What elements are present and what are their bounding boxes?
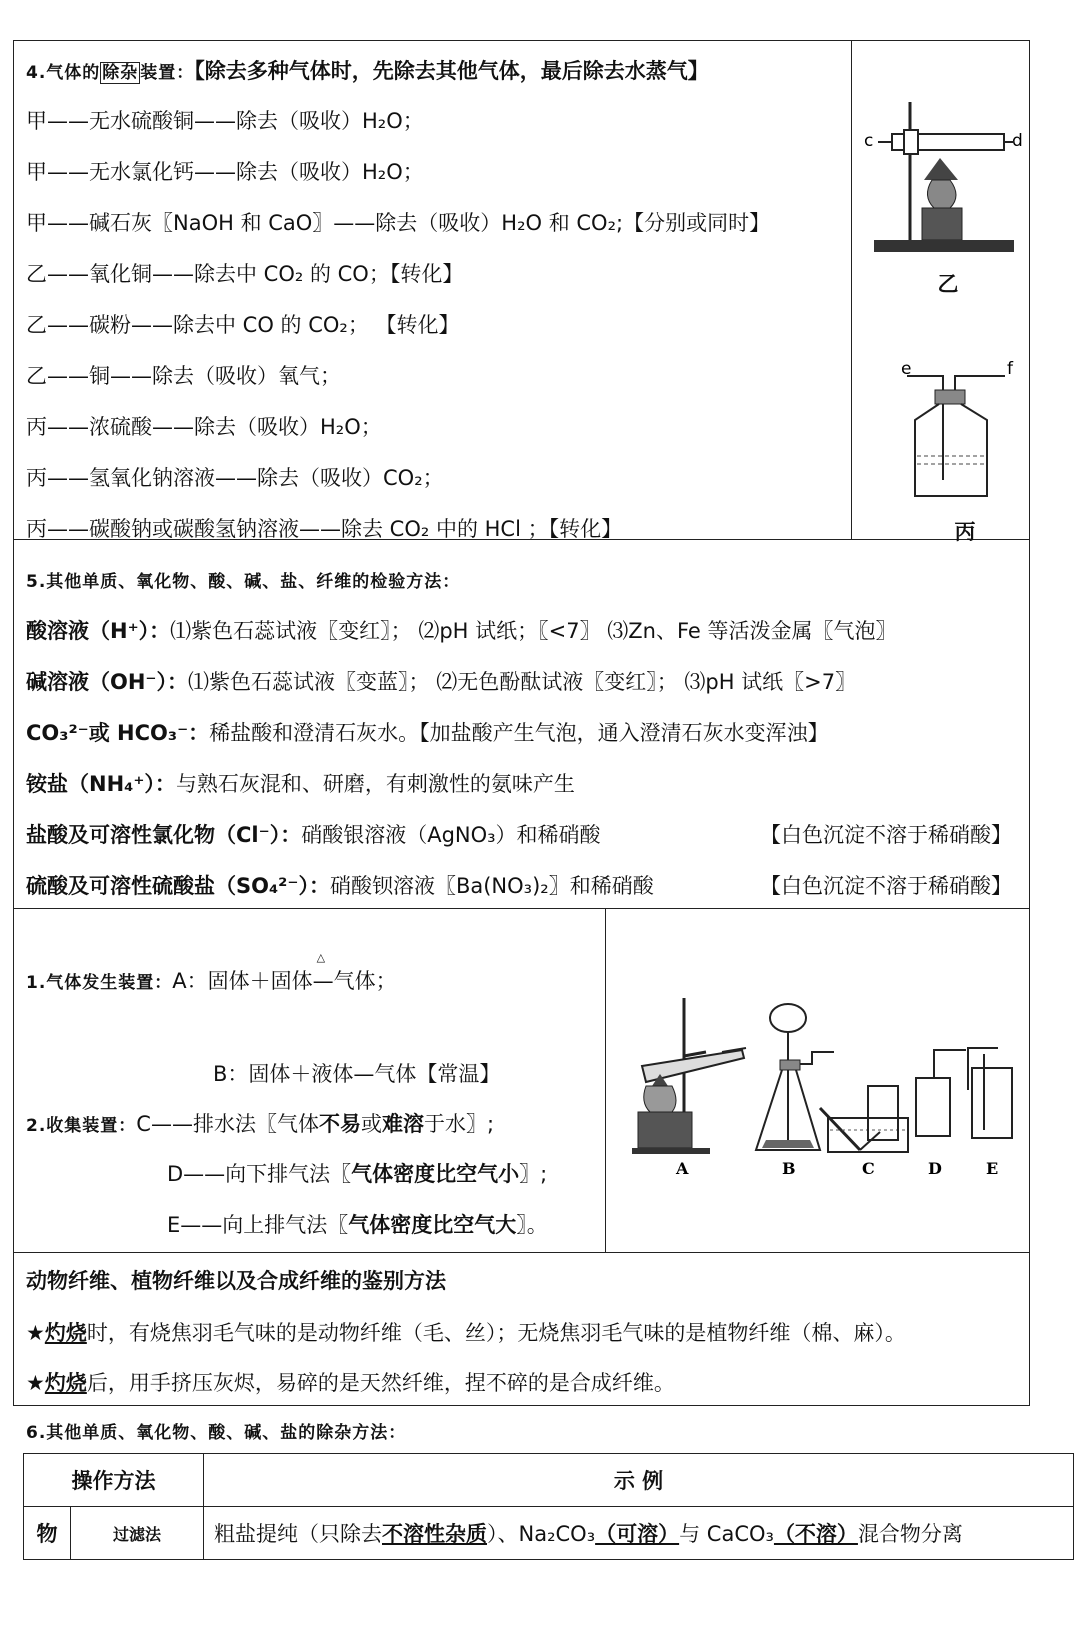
apparatus-b	[756, 1004, 834, 1150]
label-c-fig: C	[862, 1159, 875, 1178]
sec4-line-4: 乙——氧化铜——除去中 CO₂ 的 CO；【转化】	[26, 262, 464, 286]
ammonium-test: 铵盐（NH₄⁺）：与熟石灰混和、研磨，有刺激性的氨味产生	[26, 772, 575, 796]
col-example: 示 例	[204, 1454, 1074, 1507]
sec4-line-8: 丙——氢氧化钠溶液——除去（吸收）CO₂；	[26, 466, 444, 490]
gas-apparatus-figure	[622, 990, 1052, 1180]
section4-divider	[851, 40, 852, 540]
apparatus-d	[916, 1050, 966, 1136]
label-c: c	[864, 131, 874, 151]
sec4-line-7: 丙——浓硫酸——除去（吸收）H₂O；	[26, 415, 382, 439]
sec5-title: 5.其他单质、氧化物、酸、碱、盐、纤维的检验方法：	[26, 572, 461, 592]
sec4-line-1: 甲——无水硫酸铜——除去（吸收）H₂O；	[26, 109, 424, 133]
row-category: 物	[24, 1507, 71, 1560]
apparatus-bing-figure	[895, 360, 1025, 510]
sec4-line-3: 甲——碱石灰〖NaOH 和 CaO〗——除去（吸收）H₂O 和 CO₂;【分别或同时】	[26, 211, 771, 235]
heat-symbol: △	[316, 951, 326, 964]
gas-divider	[605, 908, 606, 1253]
chloride-test: 盐酸及可溶性氯化物（Cl⁻）：硝酸银溶液（AgNO₃）和稀硝酸	[26, 823, 601, 847]
label-d-fig: D	[928, 1159, 942, 1178]
fiber-line-2: ★灼烧后，用手挤压灰烬，易碎的是天然纤维，捏不碎的是合成纤维。	[26, 1371, 675, 1395]
sulfate-test: 硫酸及可溶性硫酸盐（SO₄²⁻）：硝酸钡溶液〖Ba(NO₃)₂〗和稀硝酸	[26, 874, 654, 898]
purification-table	[23, 1453, 1074, 1560]
gas-generation-b: B：固体＋液体—气体【常温】	[213, 1062, 501, 1086]
table-row	[24, 1507, 1074, 1560]
collection-c: 2.收集装置：C——排水法〖气体不易或难溶于水〗;	[26, 1112, 495, 1136]
collection-e: E——向上排气法〖气体密度比空气大〗。	[167, 1213, 548, 1237]
sec4-line-9: 丙——碳酸钠或碳酸氢钠溶液——除去 CO₂ 中的 HCl ；【转化】	[26, 517, 623, 541]
apparatus-yi-figure	[862, 100, 1027, 270]
apparatus-yi-label: 乙	[937, 272, 959, 296]
sulfate-note: 【白色沉淀不溶于稀硝酸】	[760, 874, 1012, 898]
row-method: 过滤法	[71, 1507, 204, 1560]
collection-d: D——向下排气法〖气体密度比空气小〗;	[167, 1162, 548, 1186]
row-example: 粗盐提纯（只除去不溶性杂质）、Na₂CO₃（可溶）与 CaCO₃（不溶）混合物分离	[204, 1507, 1074, 1560]
label-f: f	[1007, 360, 1013, 379]
table-header-row	[24, 1454, 1074, 1507]
apparatus-e	[968, 1048, 1012, 1138]
label-a: A	[676, 1159, 689, 1178]
sec6-title: 6.其他单质、氧化物、酸、碱、盐的除杂方法：	[26, 1423, 407, 1443]
col-method: 操作方法	[24, 1454, 204, 1507]
chloride-note: 【白色沉淀不溶于稀硝酸】	[760, 823, 1012, 847]
label-b: B	[782, 1159, 796, 1178]
gas-generation: 1.气体发生装置：A：固体＋固体 △ —气体；	[26, 968, 397, 996]
label-e: e	[901, 360, 912, 379]
sec4-line-2: 甲——无水氯化钙——除去（吸收）H₂O；	[26, 160, 424, 184]
fiber-line-1: ★灼烧时，有烧焦羽毛气味的是动物纤维（毛、丝）；无烧焦羽毛气味的是植物纤维（棉、麻）。	[26, 1321, 906, 1345]
apparatus-c	[820, 1086, 908, 1152]
label-d: d	[1012, 131, 1023, 151]
acid-test: 酸溶液（H⁺）：⑴紫色石蕊试液〖变红〗； ⑵pH 试纸；〖<7〗 ⑶Zn、Fe 等活泼金属〖气泡〗	[26, 619, 897, 643]
sec4-title: 4.气体的 除杂 装置：【除去多种气体时，先除去其他气体，最后除去水蒸气】	[26, 59, 709, 83]
apparatus-bing-label: 丙	[954, 520, 976, 544]
fiber-title: 动物纤维、植物纤维以及合成纤维的鉴别方法	[26, 1269, 446, 1293]
sec4-line-6: 乙——铜——除去（吸收）氧气；	[26, 364, 341, 388]
carbonate-test: CO₃²⁻或 HCO₃⁻：稀盐酸和澄清石灰水。【加盐酸产生气泡，通入澄清石灰水变浑浊】	[26, 721, 829, 745]
sec4-line-5: 乙——碳粉——除去中 CO 的 CO₂； 【转化】	[26, 313, 460, 337]
base-test: 碱溶液（OH⁻）：⑴紫色石蕊试液〖变蓝〗； ⑵无色酚酞试液〖变红〗； ⑶pH 试纸〖>7〗	[26, 670, 857, 694]
label-e-fig: E	[986, 1159, 999, 1178]
apparatus-a	[632, 998, 746, 1154]
